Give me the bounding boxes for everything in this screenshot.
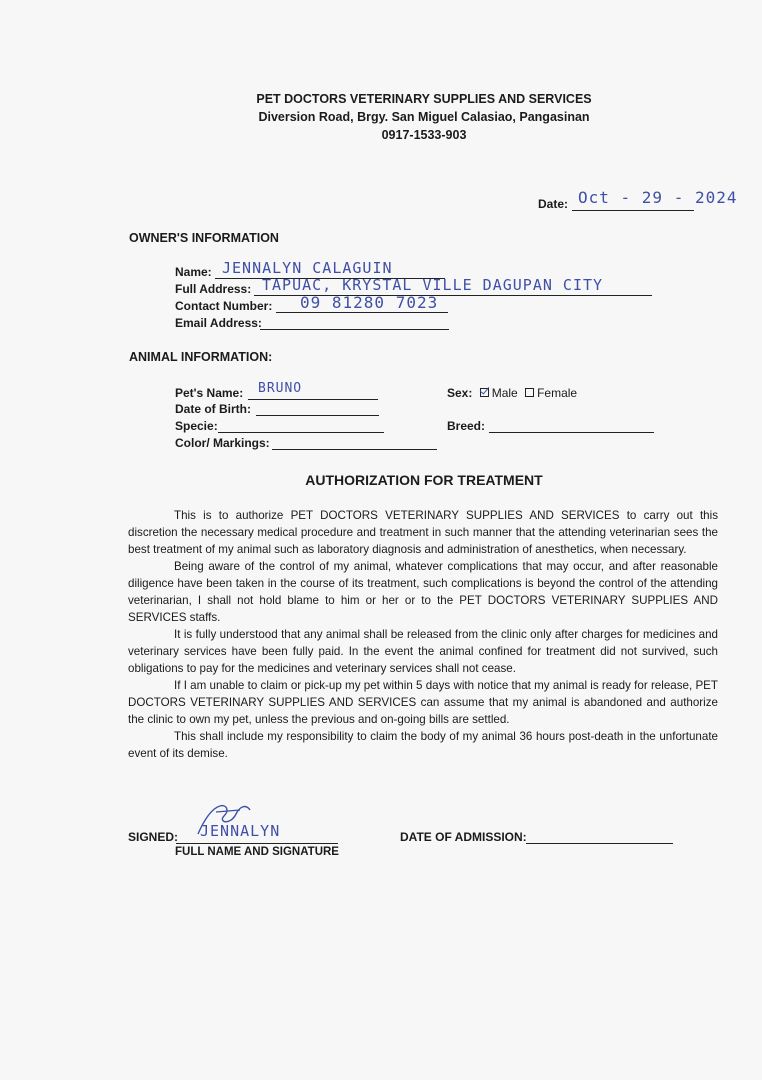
- date-value[interactable]: Oct - 29 - 2024: [578, 188, 738, 207]
- email-line[interactable]: [260, 329, 449, 330]
- contact-value[interactable]: 09 81280 7023: [300, 293, 439, 312]
- name-label: Name:: [175, 265, 212, 279]
- date-line: [572, 210, 694, 211]
- female-checkbox[interactable]: [525, 388, 534, 397]
- male-checkbox[interactable]: [480, 388, 489, 397]
- paragraph: It is fully understood that any animal shall be released from the clinic only after charges for medicines and veterinary services have been fully paid. In the event the animal confined for treatment did not survived, such obligations to pay for the medicines and veterinary services shall not cease.: [128, 628, 718, 675]
- admission-label: DATE OF ADMISSION:: [400, 830, 527, 844]
- male-label: Male: [491, 386, 518, 400]
- admission-line[interactable]: [526, 843, 673, 844]
- color-line[interactable]: [272, 449, 437, 450]
- contact-label: Contact Number:: [175, 299, 273, 313]
- dob-line[interactable]: [256, 415, 379, 416]
- authorization-title: AUTHORIZATION FOR TREATMENT: [305, 472, 543, 488]
- dob-label: Date of Birth:: [175, 402, 251, 416]
- paragraph: This shall include my responsibility to claim the body of my animal 36 hours post-death in the unfortunate event of its demise.: [128, 730, 718, 760]
- pet-name-label: Pet's Name:: [175, 386, 244, 400]
- address-value[interactable]: TAPUAC, KRYSTAL VILLE DAGUPAN CITY: [262, 276, 604, 294]
- breed-label: Breed:: [447, 419, 486, 433]
- signature-value[interactable]: JENNALYN: [200, 822, 281, 840]
- date-label: Date:: [538, 197, 569, 211]
- clinic-address: Diversion Road, Brgy. San Miguel Calasiao, Pangasinan: [258, 110, 590, 124]
- clinic-name: PET DOCTORS VETERINARY SUPPLIES AND SERVICES: [256, 92, 592, 106]
- contact-line: [276, 312, 448, 313]
- color-label: Color/ Markings:: [175, 436, 270, 450]
- signed-label: SIGNED:: [128, 830, 179, 844]
- breed-line[interactable]: [489, 432, 654, 433]
- pet-name-value[interactable]: BRUNO: [258, 381, 303, 396]
- owner-section-title: OWNER'S INFORMATION: [129, 231, 279, 245]
- authorization-body: [128, 507, 718, 762]
- paragraph: If I am unable to claim or pick-up my pet within 5 days with notice that my animal is ready for release, PET DOCTORS VETERINARY SUPPLIES AND SERVICES can assume that my animal is abandoned and authorize the clinic to own my pet, unless the previous and on-going bills are settled.: [128, 679, 718, 726]
- signature-caption: FULL NAME AND SIGNATURE: [175, 846, 339, 858]
- clinic-phone: 0917-1533-903: [381, 128, 467, 142]
- specie-label: Specie:: [175, 419, 218, 433]
- sex-label: Sex:: [447, 386, 473, 400]
- sex-field: [447, 386, 577, 400]
- animal-section-title: ANIMAL INFORMATION:: [129, 350, 273, 364]
- email-label: Email Address:: [175, 316, 262, 330]
- name-value[interactable]: JENNALYN CALAGUIN: [222, 259, 393, 277]
- specie-line[interactable]: [218, 432, 384, 433]
- female-label: Female: [537, 386, 578, 400]
- pet-name-line: [248, 399, 378, 400]
- address-label: Full Address:: [175, 282, 252, 296]
- paragraph: Being aware of the control of my animal, whatever complications that may occur, and after reasonable diligence have been taken in the course of its treatment, such complications is beyond the control of the attending veterinarian, I shall not hold blame to him or her or to the PET DOCTORS VETERINARY SUPPLIES AND SERVICES staffs.: [128, 560, 718, 624]
- paragraph: This is to authorize PET DOCTORS VETERINARY SUPPLIES AND SERVICES to carry out this discretion the necessary medical procedure and treatment in such manner that the attending veterinarian sees the best treatment of my animal such as laboratory diagnosis and administration of anesthetics, when necessary.: [128, 509, 718, 556]
- signature-line: [176, 843, 338, 844]
